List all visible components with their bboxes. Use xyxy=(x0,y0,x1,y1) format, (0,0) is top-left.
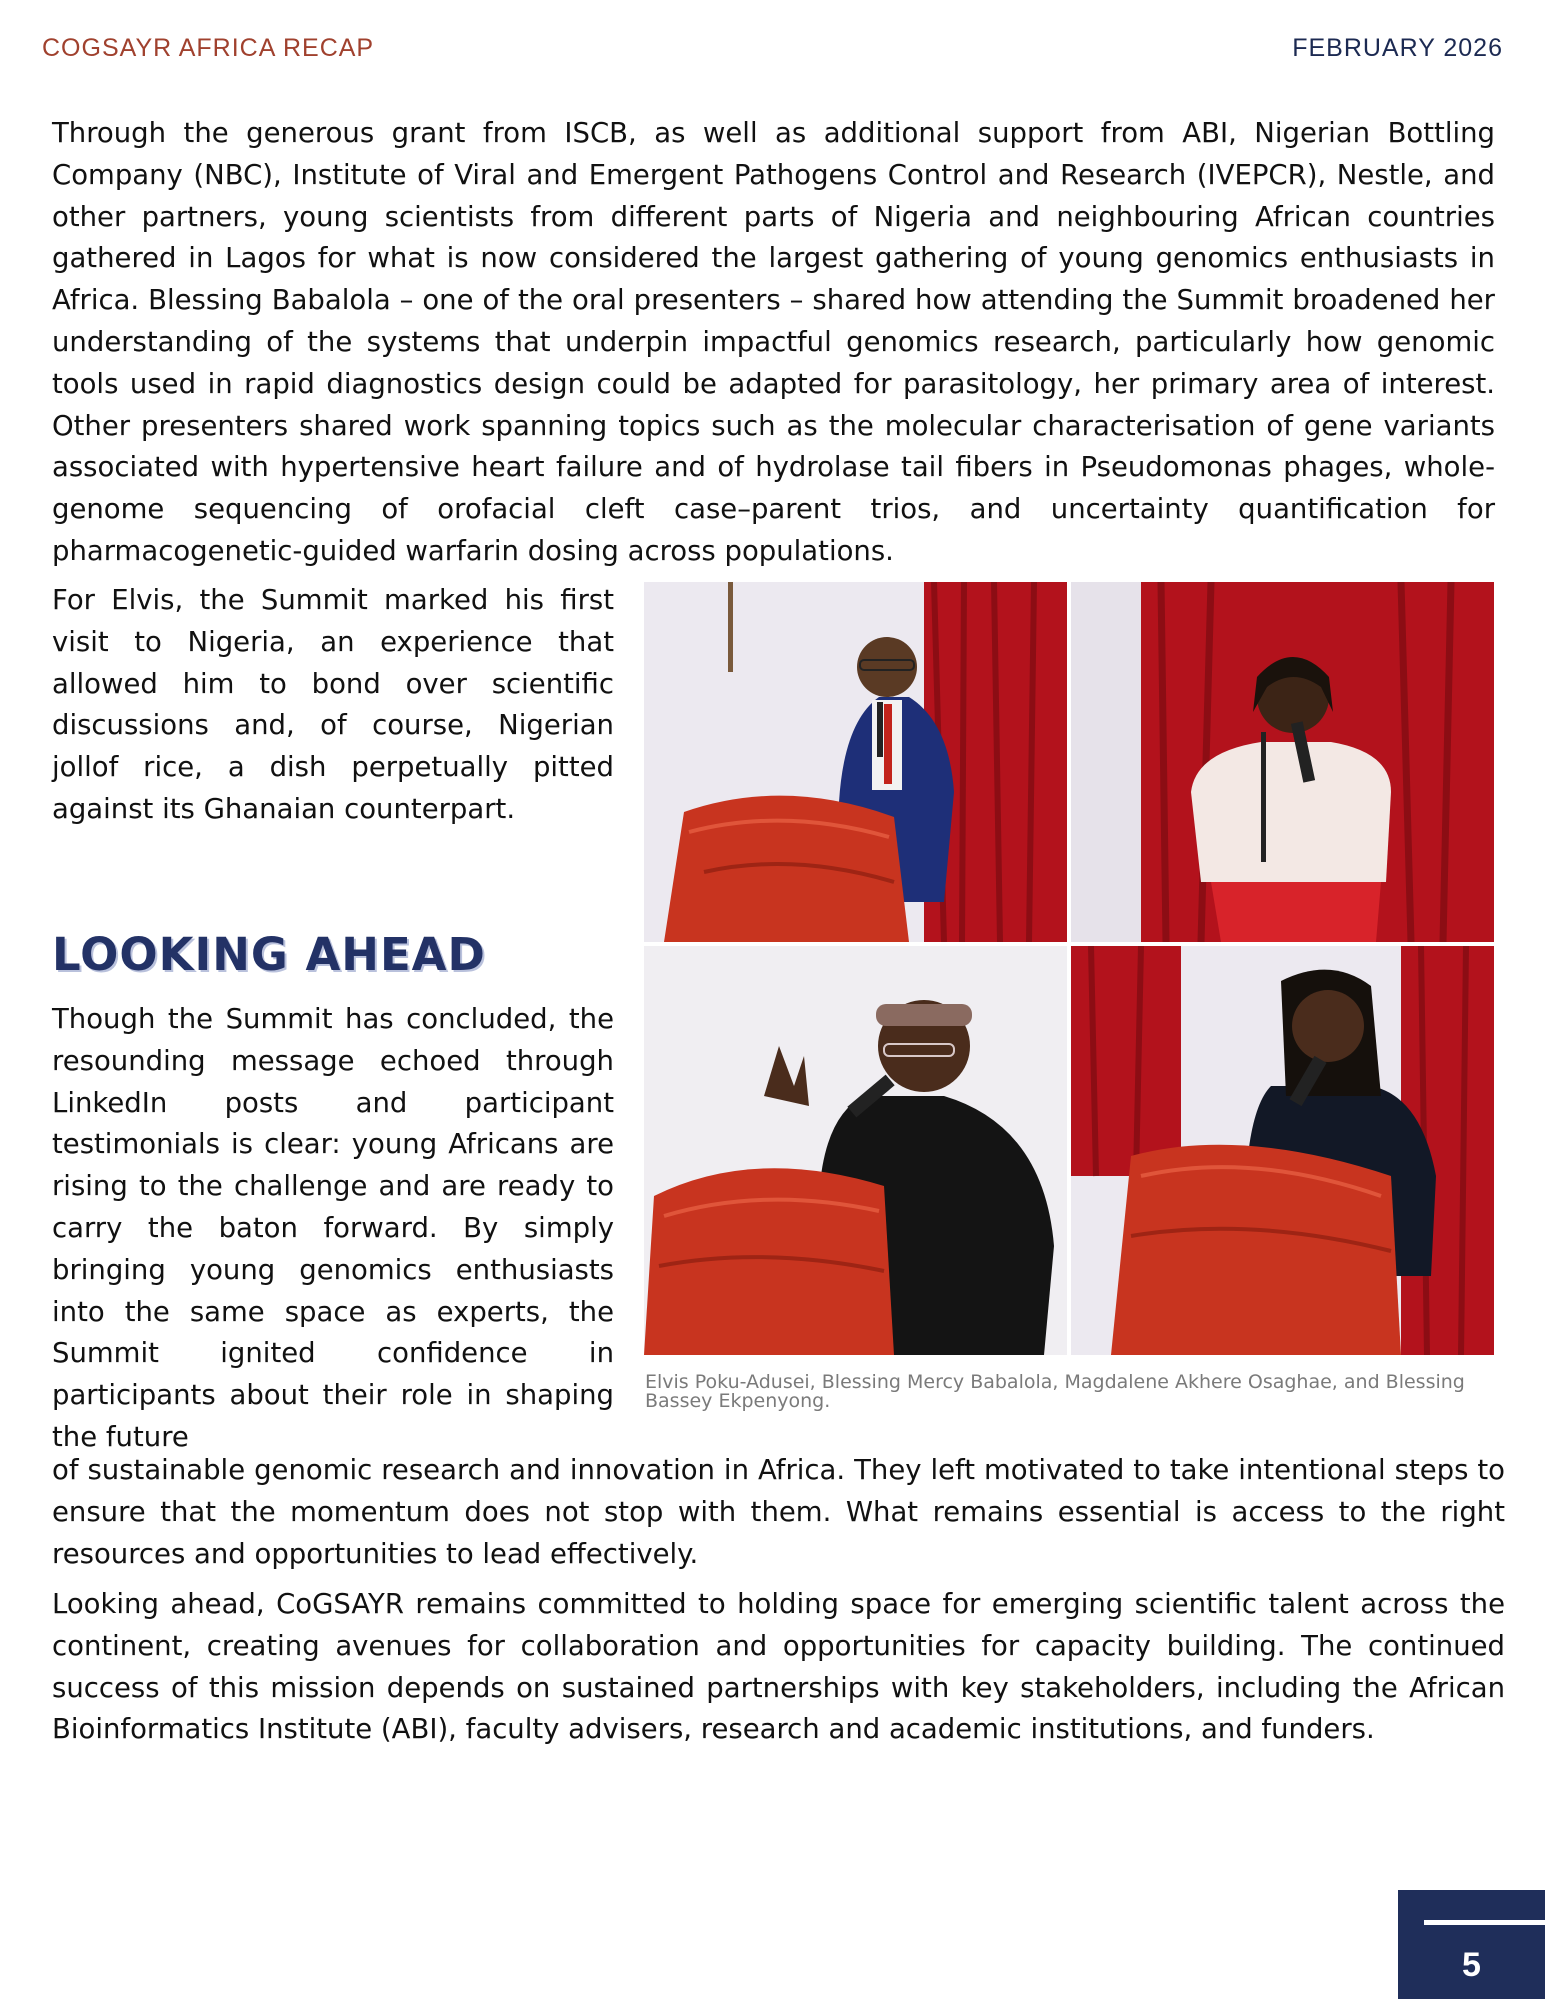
page-number-box xyxy=(1398,1890,1545,1999)
closing-paragraph: Looking ahead, CoGSAYR remains committed to holding space for emerging scientific talent across the continent, creating avenues for collaboration and opportunities for capacity building. The continued success of this mission depends on sustained partnerships with key stakeholders, including the African Bioinformatics Institute (ABI), faculty advisers, research and academic institutions, and funders. xyxy=(52,1588,1505,1746)
intro-paragraph: Through the generous grant from ISCB, as well as additional support from ABI, Nigerian Bottling Company (NBC), Institute of Viral and Emergent Pathogens Control and Research (IVEPCR), Nestle, and other partners, young scientists from different parts of Nigeria and neighbouring African countries gathered in Lagos for what is now considered the largest gathering of young genomics enthusiasts in Africa. Blessing Babalola – one of the oral presenters – shared how attending the Summit broadened her understanding of the systems that underpin impactful genomics research, particularly how genomic tools used in rapid diagnostics design could be adapted for parasitology, her primary area of interest. Other presenters shared work spanning topics such as the molecular characterisation of gene variants associated with hypertensive heart failure and of hydrolase tail fibers in Pseudomonas phages, whole-genome sequencing of orofacial cleft case–parent trios, and uncertainty quantification for pharmacogenetic-guided warfarin dosing across populations. xyxy=(52,117,1495,567)
speaker-photo-grid xyxy=(644,582,1495,1355)
elvis-paragraph: For Elvis, the Summit marked his first visit to Nigeria, an experience that allowed him to bond over scientific discussions and, of course, Nigerian jollof rice, a dish perpetually pitted against its Ghanaian counterpart. xyxy=(52,584,614,825)
looking-ahead-continuation: of sustainable genomic research and innovation in Africa. They left motivated to take intentional steps to ensure that the momentum does not stop with them. What remains essential is access to the right resources and opportunities to lead effectively. xyxy=(52,1454,1505,1570)
page-number-rule xyxy=(1424,1920,1545,1925)
speaker-photo-4 xyxy=(1071,946,1494,1355)
header-date: FEBRUARY 2026 xyxy=(1292,34,1503,62)
speaker-photo-2 xyxy=(1071,582,1494,942)
speaker-photo-3 xyxy=(644,946,1067,1355)
page-number: 5 xyxy=(1462,1946,1481,1984)
section-heading: LOOKING AHEAD xyxy=(52,928,486,981)
header-title: COGSAYR AFRICA RECAP xyxy=(42,34,375,62)
looking-ahead-paragraph: Though the Summit has concluded, the resounding message echoed through LinkedIn posts and participant testimonials is clear: young Africans are rising to the challenge and are ready to carry the baton forward. By simply bringing young genomics enthusiasts into the same space as experts, the Summit ignited confidence in participants about their role in shaping the future xyxy=(52,1003,614,1453)
photo-caption: Elvis Poku-Adusei, Blessing Mercy Babalola, Magdalene Akhere Osaghae, and Blessing Bassey Ekpenyong. xyxy=(645,1371,1465,1412)
speaker-photo-1 xyxy=(644,582,1067,942)
